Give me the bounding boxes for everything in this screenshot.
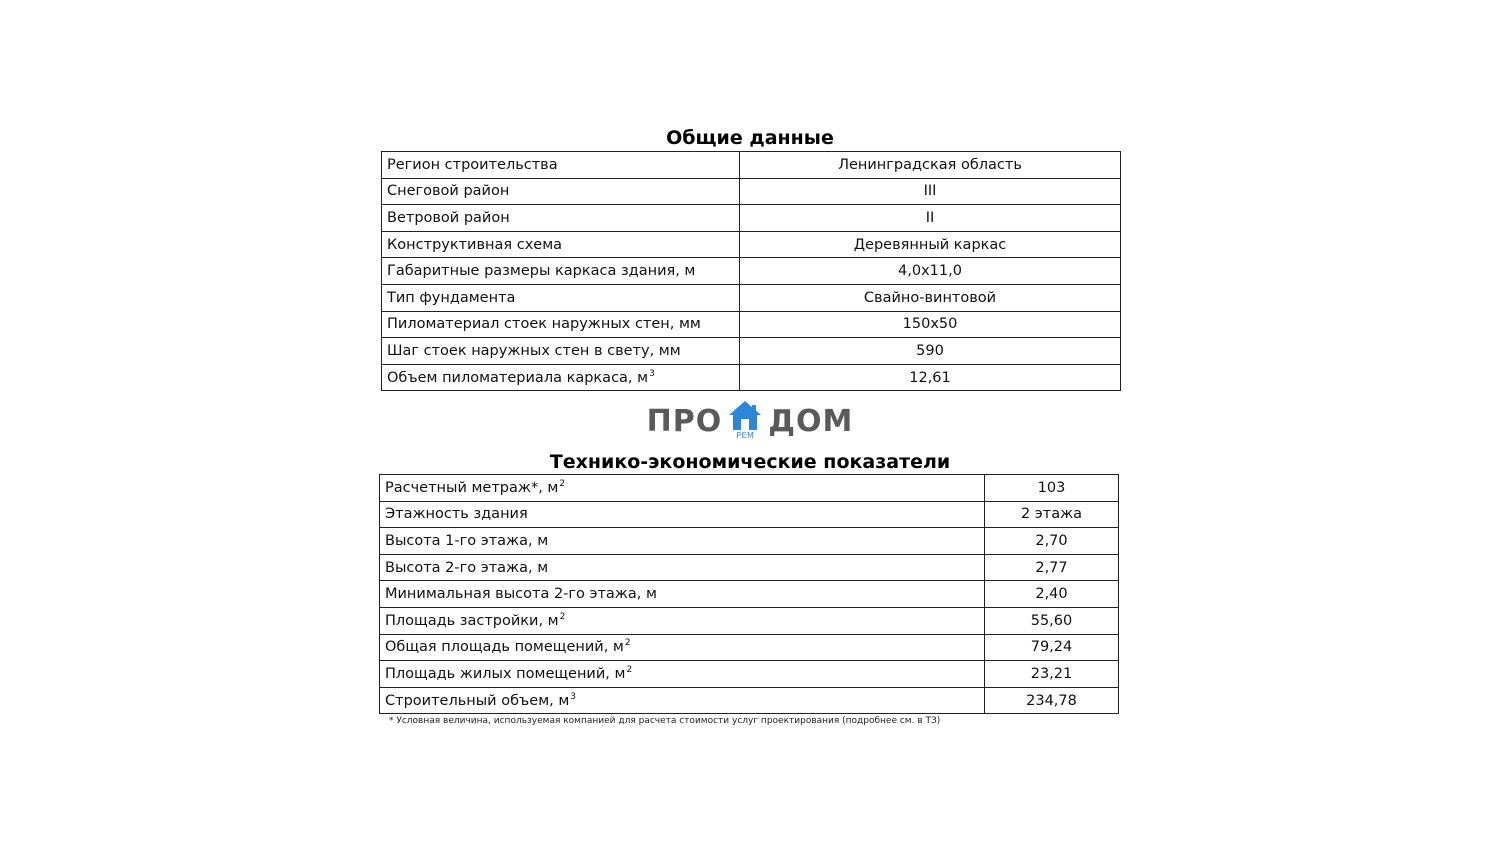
company-logo [0, 400, 1500, 442]
table-row [382, 231, 1121, 258]
row-value: 234,78 [985, 687, 1119, 714]
table-row [380, 661, 1119, 688]
table-row [380, 501, 1119, 528]
row-value: 2,77 [985, 554, 1119, 581]
table-row [380, 687, 1119, 714]
general-data-title: Общие данные [666, 127, 834, 149]
row-value: Свайно-винтовой [740, 284, 1121, 311]
row-value: 2,70 [985, 528, 1119, 555]
logo-text-left: ПРО [646, 403, 723, 439]
table-row [382, 284, 1121, 311]
row-label: Высота 1-го этажа, м [380, 528, 985, 555]
unit-superscript: 3 [649, 368, 655, 379]
row-value: 150х50 [740, 311, 1121, 338]
row-value: 590 [740, 338, 1121, 365]
row-label-with-unit [380, 634, 985, 661]
row-value: 4,0х11,0 [740, 258, 1121, 285]
table-row [380, 475, 1119, 502]
row-label: Регион строительства [382, 152, 740, 179]
row-label: Минимальная высота 2-го этажа, м [380, 581, 985, 608]
footnote: * Условная величина, используемая компанией для расчета стоимости услуг проектирования (подробнее см. в ТЗ) [389, 716, 941, 726]
row-label: Этажность здания [380, 501, 985, 528]
row-label-with-unit [380, 475, 985, 502]
logo-text-right: ДОМ [768, 403, 854, 439]
row-label-with-unit [380, 687, 985, 714]
table-row [380, 634, 1119, 661]
house-icon [728, 400, 762, 442]
tech-indicators-title: Технико-экономические показатели [549, 451, 951, 473]
row-label: Тип фундамента [382, 284, 740, 311]
row-label: Объем пиломатериала каркаса, м [387, 369, 649, 386]
table-row [382, 338, 1121, 365]
table-row [382, 364, 1121, 391]
table-row [380, 528, 1119, 555]
row-value: 103 [985, 475, 1119, 502]
tech-indicators-table [379, 474, 1119, 714]
row-value: 2,40 [985, 581, 1119, 608]
table-row [382, 205, 1121, 232]
row-label: Ветровой район [382, 205, 740, 232]
row-label: Расчетный метраж*, м [385, 479, 559, 496]
unit-superscript: 2 [559, 478, 566, 489]
table-row [380, 581, 1119, 608]
row-value: III [740, 178, 1121, 205]
table-row [380, 554, 1119, 581]
row-label: Строительный объем, м [385, 692, 570, 709]
logo-subtext: РЕМ [736, 431, 755, 440]
row-label: Шаг стоек наружных стен в свету, мм [382, 338, 740, 365]
row-value: Деревянный каркас [740, 231, 1121, 258]
unit-superscript: 2 [624, 638, 631, 649]
row-value: Ленинградская область [740, 152, 1121, 179]
row-label: Конструктивная схема [382, 231, 740, 258]
row-value: 55,60 [985, 607, 1119, 634]
row-value: 12,61 [740, 364, 1121, 391]
row-label: Площадь жилых помещений, м [385, 665, 626, 682]
table-row [380, 607, 1119, 634]
table-row [382, 258, 1121, 285]
row-label: Пиломатериал стоек наружных стен, мм [382, 311, 740, 338]
table-row [382, 311, 1121, 338]
row-label: Снеговой район [382, 178, 740, 205]
row-label-with-unit [380, 661, 985, 688]
table-row [382, 152, 1121, 179]
row-value: II [740, 205, 1121, 232]
row-label-with-unit [380, 607, 985, 634]
unit-superscript: 2 [559, 611, 566, 622]
table-row [382, 178, 1121, 205]
row-label: Площадь застройки, м [385, 612, 559, 629]
row-value: 79,24 [985, 634, 1119, 661]
row-value: 2 этажа [985, 501, 1119, 528]
row-label: Высота 2-го этажа, м [380, 554, 985, 581]
unit-superscript: 3 [570, 691, 577, 702]
row-label: Габаритные размеры каркаса здания, м [382, 258, 740, 285]
unit-superscript: 2 [626, 664, 633, 675]
row-label-with-unit [382, 364, 740, 391]
general-data-table [381, 151, 1121, 391]
row-label: Общая площадь помещений, м [385, 639, 624, 656]
row-value: 23,21 [985, 661, 1119, 688]
